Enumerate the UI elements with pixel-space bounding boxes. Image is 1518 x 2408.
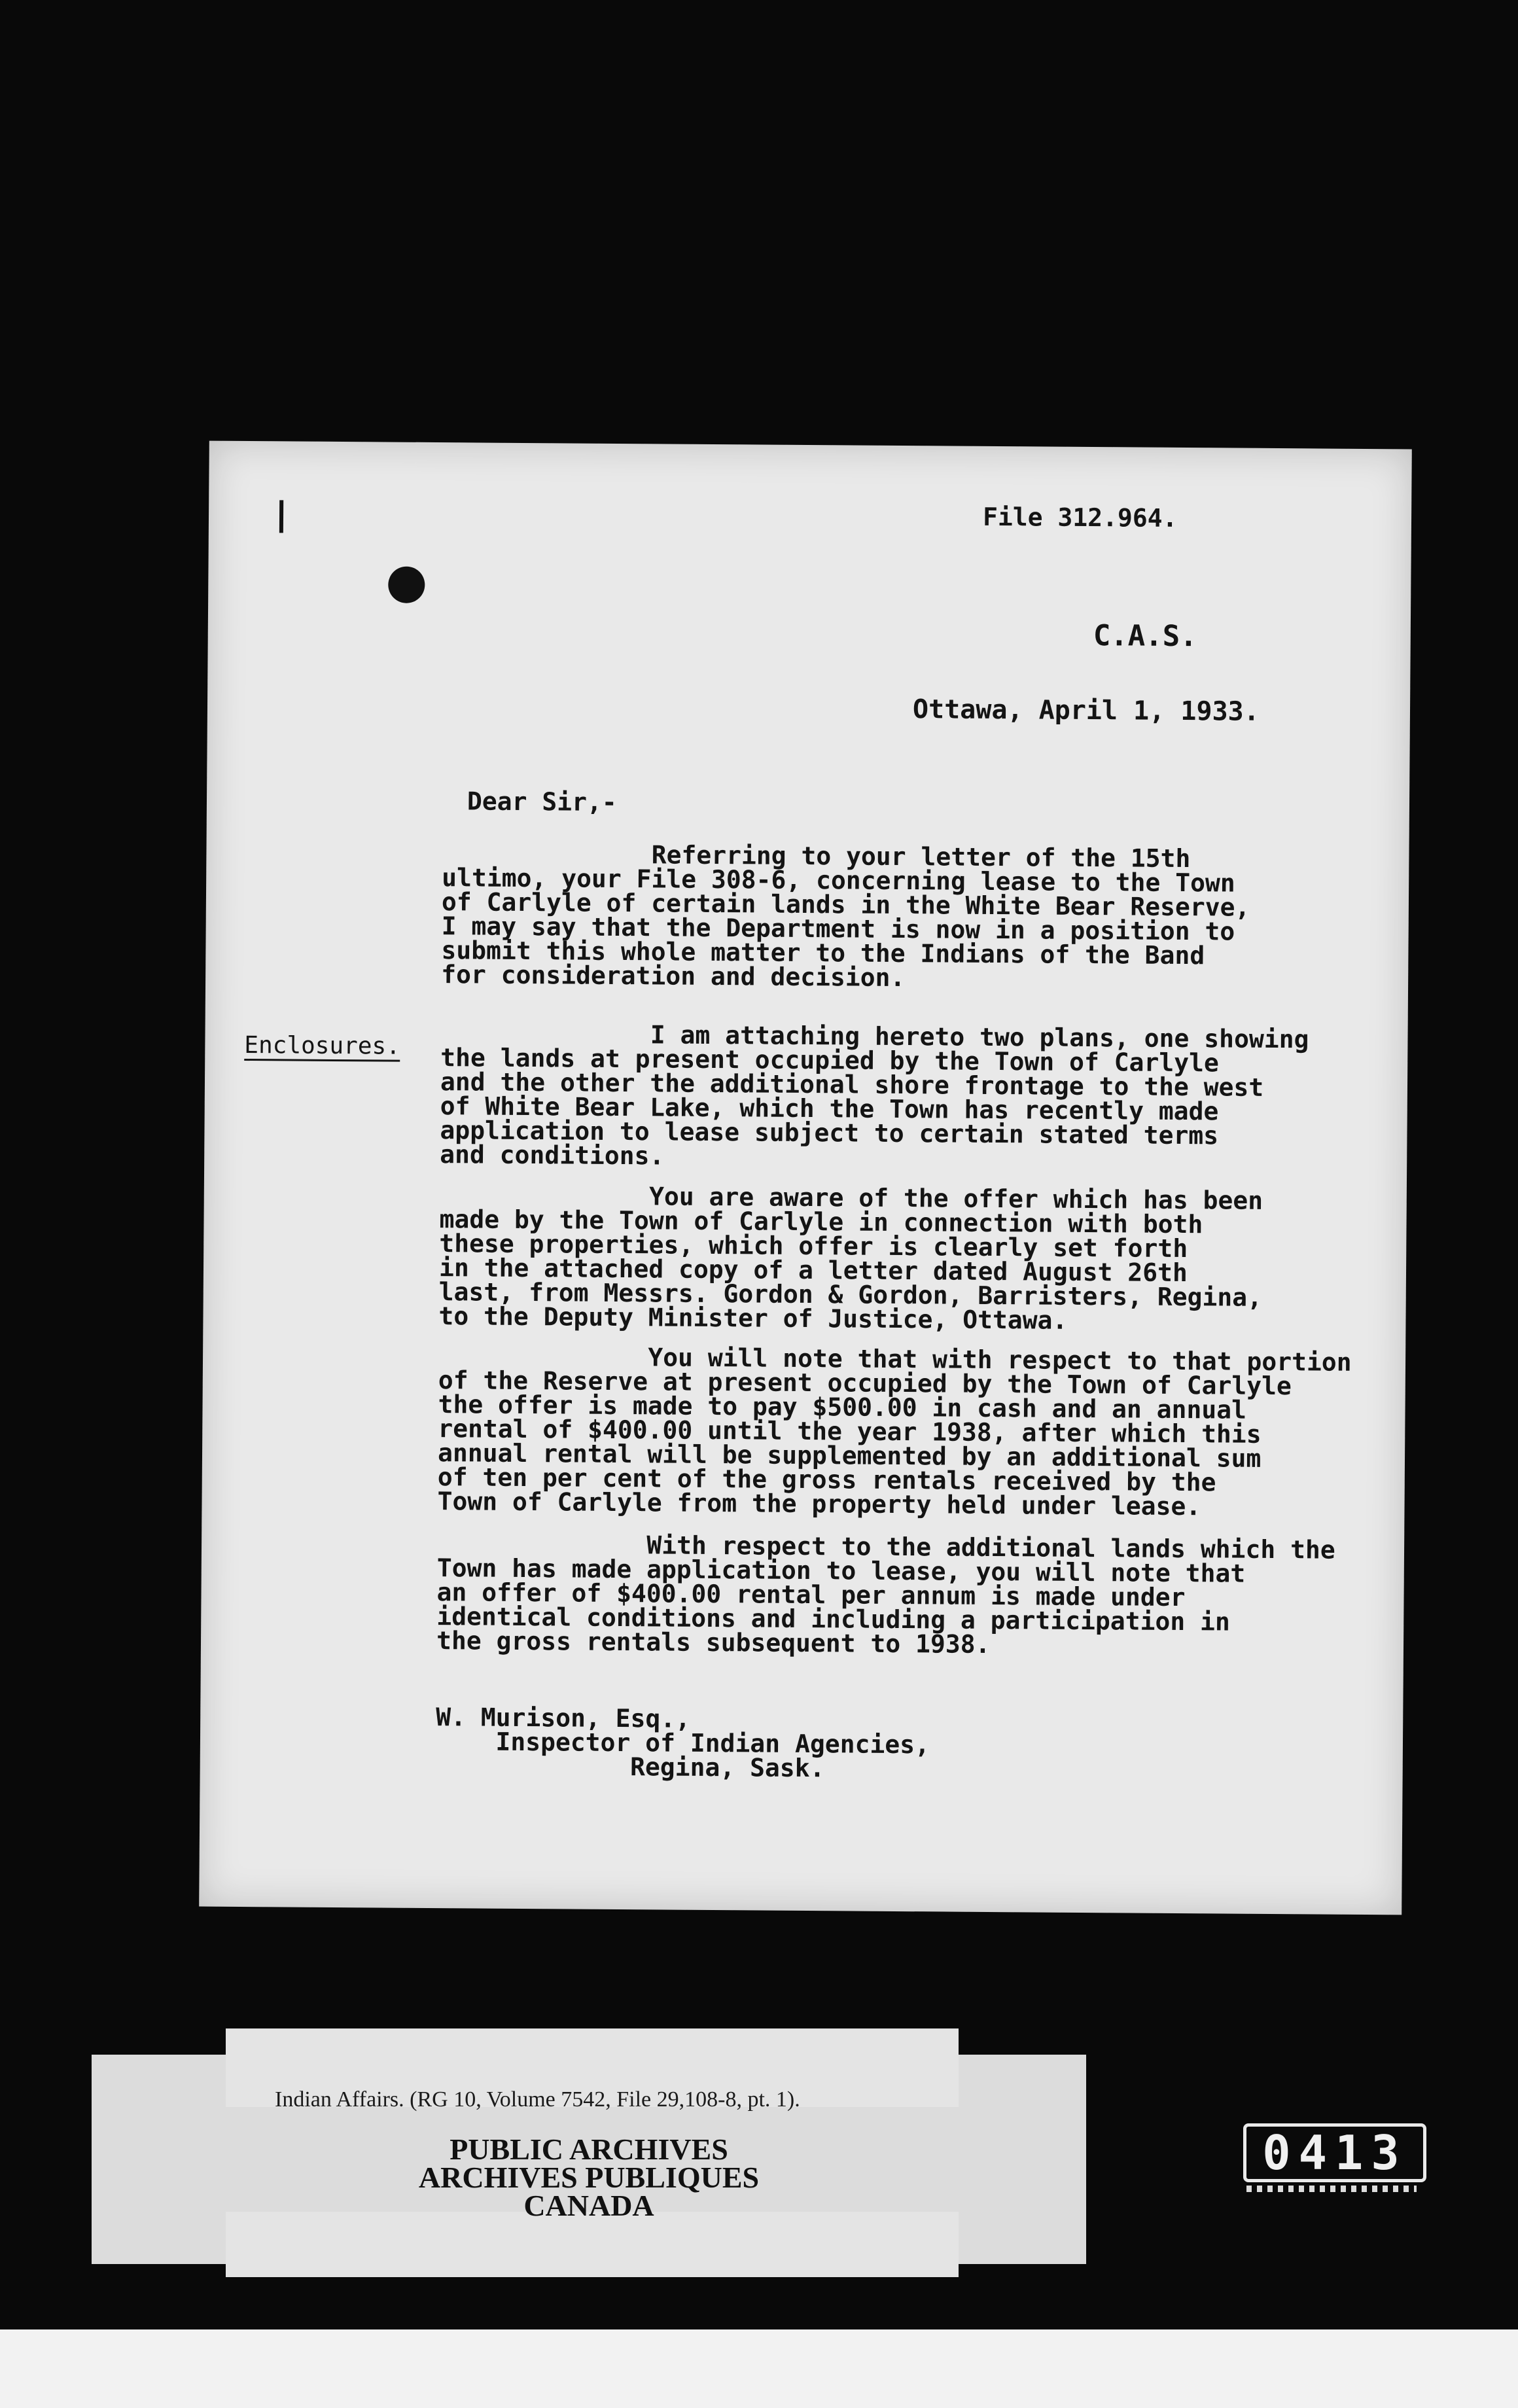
margin-mark <box>279 500 283 533</box>
addressee: W. Murison, Esq., Inspector of Indian Agencies, Regina, Sask. <box>435 1703 930 1783</box>
initials: C.A.S. <box>1093 619 1197 654</box>
file-number: File 312.964. <box>982 502 1178 533</box>
paragraph-5: With respect to the additional lands which the Town has made application to lease, you will note that an offer of $400.00 rental per annum is made under identical conditions and including a participation in the gross rentals subsequent to 1938. <box>436 1529 1335 1659</box>
place-date: Ottawa, April 1, 1933. <box>912 694 1260 727</box>
salutation: Dear Sir,- <box>467 787 617 817</box>
archive-citation: Indian Affairs. (RG 10, Volume 7542, File 29,108-8, pt. 1). <box>275 2087 800 2112</box>
punch-hole <box>388 567 425 603</box>
frame-counter-ticks <box>1246 2186 1417 2192</box>
bottom-margin <box>0 2329 1518 2408</box>
archive-country: CANADA <box>523 2189 654 2222</box>
paragraph-3: You are aware of the offer which has been made by the Town of Carlyle in connection with both these properties, which offer is clearly set forth in the attached copy of a letter dated August 26th last, from Messrs. Gordon & Gordon, Barristers, Regina, to the Deputy Minister of Justice, Ottawa. <box>438 1180 1263 1335</box>
frame-number: 0413 <box>1243 2123 1426 2182</box>
paragraph-4: You will note that with respect to that portion of the Reserve at present occupied by the Town of Carlyle the offer is made to pay $500.00 in cash and an annual rental of $400.00 until the year 1938, after which this annual rental will be supplemented by an additional sum of ten per cent of the gross rentals received by the Town of Carlyle from the property held under lease. <box>437 1341 1352 1521</box>
archive-name-french: ARCHIVES PUBLIQUES <box>418 2161 760 2194</box>
archive-name-english: PUBLIC ARCHIVES <box>450 2133 728 2166</box>
paragraph-2: I am attaching hereto two plans, one showing the lands at present occupied by the Town of Carlyle and the other the additional shore frontage to the west of White Bear Lake, which the Town has recently made application to lease subject to certain stated terms and conditions. <box>440 1019 1309 1171</box>
enclosures-note: Enclosures. <box>244 1033 400 1062</box>
paragraph-1: Referring to your letter of the 15th ultimo, your File 308-6, concerning lease to the Town of Carlyle of certain lands in the White Bear Reserve, I may say that the Department is now in a position to submit this whole matter to the Indians of the Band for consideration and decision. <box>441 839 1250 993</box>
letter-page <box>199 441 1412 1915</box>
